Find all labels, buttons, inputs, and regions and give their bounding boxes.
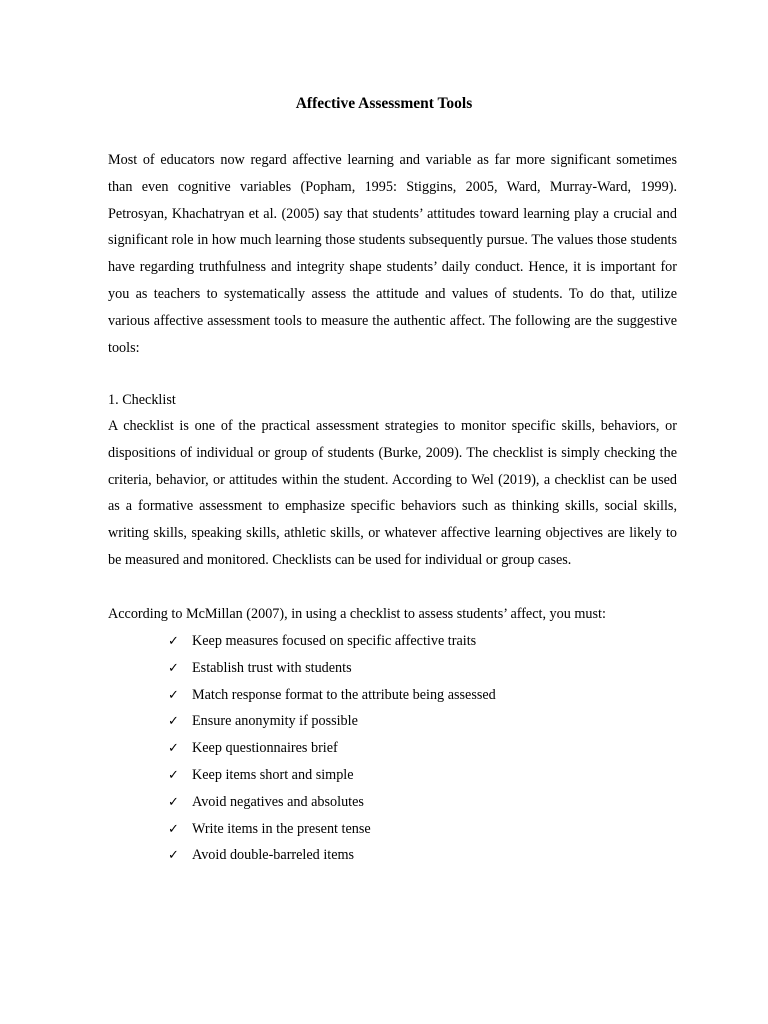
checkmark-icon: ✓: [168, 767, 179, 783]
list-item: [168, 789, 496, 816]
list-item: [168, 628, 496, 655]
checkmark-icon: ✓: [168, 794, 179, 810]
section-heading-checklist: 1. Checklist: [108, 392, 176, 408]
list-item-text: Keep measures focused on specific affective traits: [192, 633, 477, 649]
list-item: [168, 655, 496, 682]
intro-paragraph: Most of educators now regard affective learning and variable as far more significant sometimes than even cognitive variables (Popham, 1995: Stiggins, 2005, Ward, Murray-Ward, 1999). Petrosyan, Khachatryan et al. (2005) say that students’ attitudes toward learning play a crucial and significant role in how much learning those students subsequently pursue. The values those students have regarding truthfulness and integrity shape students’ daily conduct. Hence, it is important for you as teachers to systematically assess the attitude and values of students. To do that, utilize various affective assessment tools to measure the authentic affect. The following are the suggestive tools:: [108, 152, 677, 356]
checkmark-icon: ✓: [168, 821, 179, 837]
list-item-text: Avoid double-barreled items: [192, 847, 355, 864]
list-item: [168, 762, 496, 789]
list-item-text: Ensure anonymity if possible: [192, 713, 358, 730]
list-item: [168, 842, 496, 869]
checklist-paragraph: A checklist is one of the practical assessment strategies to monitor specific skills, behaviors, or dispositions of individual or group of students (Burke, 2009). The checklist is simply checking the criteria, behavior, or attitudes within the student. According to Wel (2019), a checklist can be used as a formative assessment to emphasize specific behaviors such as thinking skills, social skills, writing skills, speaking skills, athletic skills, or whatever affective learning objectives are likely to be measured and monitored. Checklists can be used for individual or group cases.: [108, 418, 677, 568]
list-item-text: Match response format to the attribute being assessed: [192, 686, 496, 703]
list-item: [168, 735, 496, 762]
list-item-text: Avoid negatives and absolutes: [192, 793, 364, 810]
list-item: [168, 682, 496, 709]
list-item-text: Write items in the present tense: [192, 820, 371, 837]
checkmark-icon: ✓: [168, 848, 179, 864]
checkmark-icon: ✓: [168, 741, 179, 757]
list-item: [168, 816, 496, 843]
checkmark-icon: ✓: [168, 634, 179, 649]
list-item-text: Keep questionnaires brief: [192, 740, 338, 757]
checklist-items: [168, 628, 496, 869]
checklist-lead-sentence: According to McMillan (2007), in using a checklist to assess students’ affect, you must:: [108, 606, 606, 622]
list-item-text: Establish trust with students: [192, 659, 352, 676]
list-item-text: Keep items short and simple: [192, 766, 354, 783]
list-item: [168, 708, 496, 735]
page-title: Affective Assessment Tools: [295, 95, 473, 112]
checkmark-icon: ✓: [168, 687, 179, 703]
checkmark-icon: ✓: [168, 660, 179, 676]
checkmark-icon: ✓: [168, 714, 179, 730]
